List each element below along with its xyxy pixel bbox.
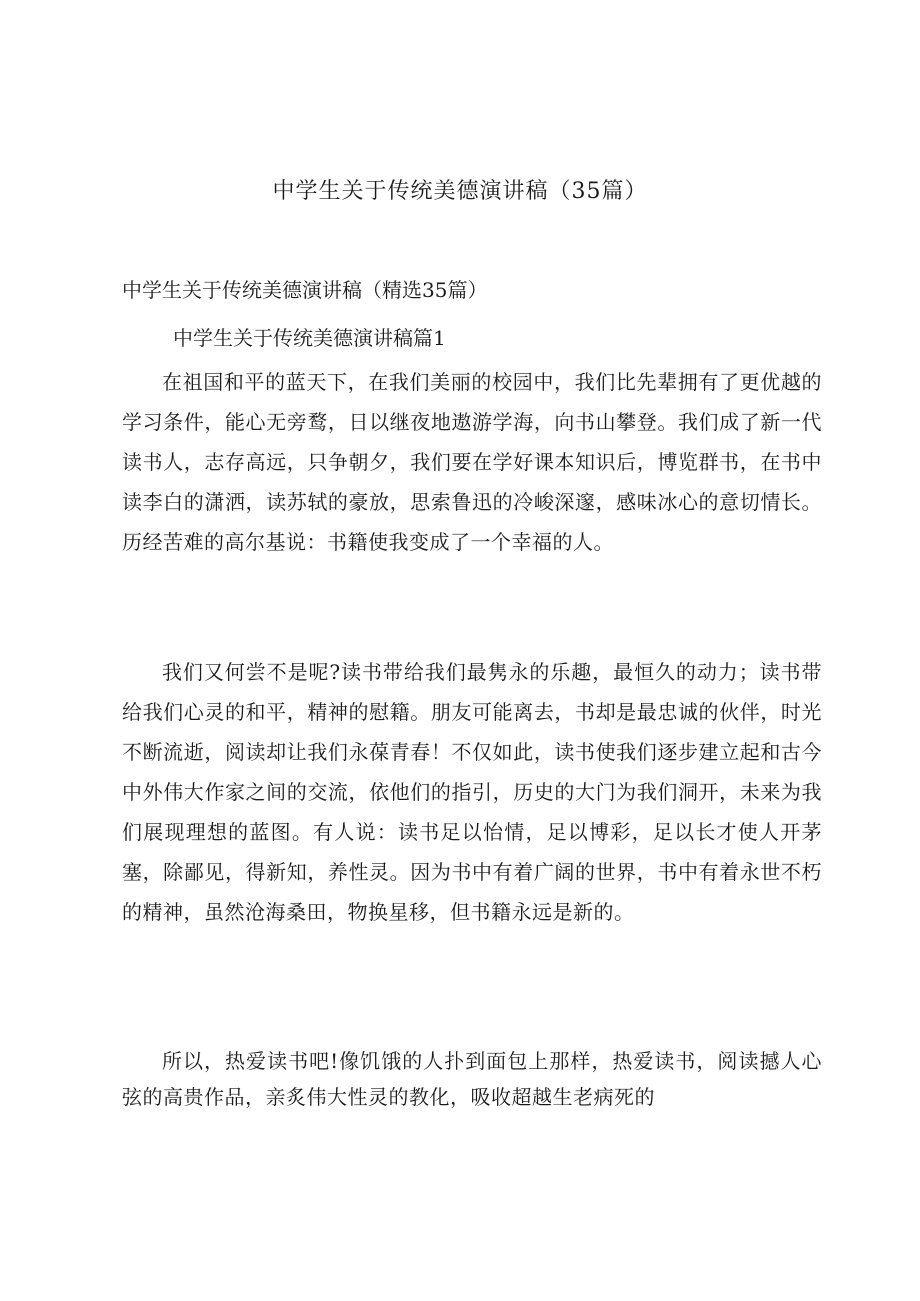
- document-title: 中学生关于传统美德演讲稿（35篇）: [272, 179, 648, 204]
- body-paragraph-3: 所以，热爱读书吧!像饥饿的人扑到面包上那样，热爱读书，阅读撼人心弦的高贵作品，亲炙伟大性灵的教化，吸收超越生老病死的: [122, 1049, 822, 1109]
- section-heading: 中学生关于传统美德演讲稿篇1: [173, 326, 446, 350]
- body-paragraph-2: 我们又何尝不是呢?读书带给我们最隽永的乐趣，最恒久的动力；读书带给我们心灵的和平，精神的慰籍。朋友可能离去，书却是最忠诚的伙伴，时光不断流逝，阅读却让我们永葆青春！不仅如此，读书使我们逐步建立起和古今中外伟大作家之间的交流，依他们的指引，历史的大门为我们洞开，未来为我们展现理想的蓝图。有人说：读书足以怡情，足以博彩，足以长才使人开茅塞，除鄙见，得新知，养性灵。因为书中有着广阔的世界，书中有着永世不朽的精神，虽然沧海桑田，物换星移，但书籍永远是新的。: [122, 660, 822, 924]
- body-paragraph-1: 在祖国和平的蓝天下，在我们美丽的校园中，我们比先辈拥有了更优越的学习条件，能心无旁鹜，日以继夜地遨游学海，向书山攀登。我们成了新一代读书人，志存高远，只争朝夕，我们要在学好课本知识后，博览群书，在书中读李白的潇洒，读苏轼的豪放，思索鲁迅的冷峻深邃，感味冰心的意切情长。历经苦难的高尔基说：书籍使我变成了一个幸福的人。: [122, 370, 822, 554]
- document-subtitle: 中学生关于传统美德演讲稿（精选35篇）: [122, 278, 488, 302]
